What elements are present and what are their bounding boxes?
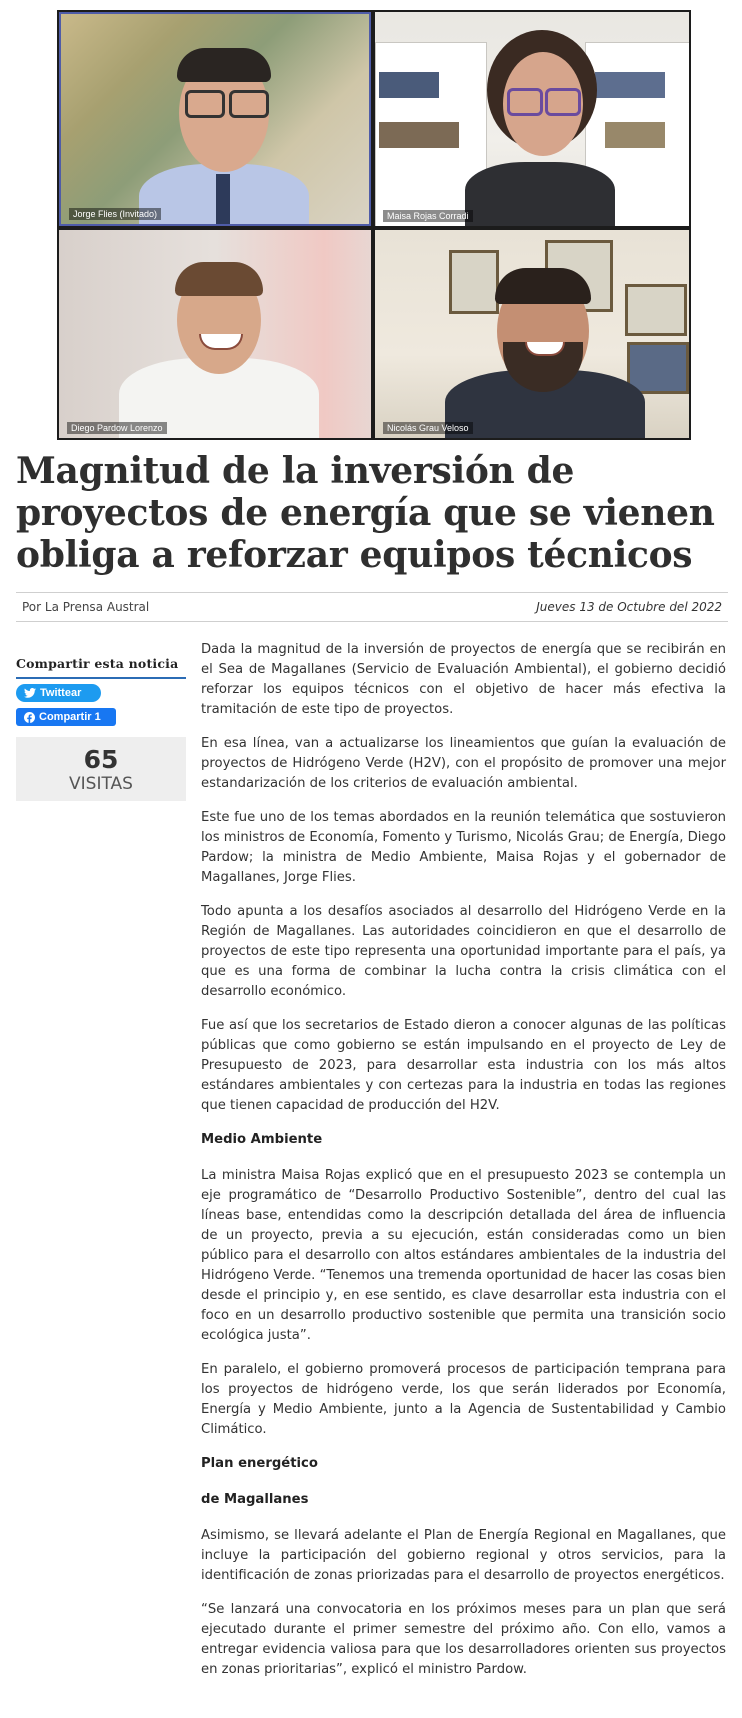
visits-counter [16, 737, 186, 801]
visits-label: VISITAS [69, 774, 133, 794]
video-caption: Diego Pardow Lorenzo [67, 422, 167, 434]
books [605, 122, 665, 148]
share-title: Compartir esta noticia [16, 656, 186, 679]
article-headline: Magnitud de la inversión de proyectos de energía que se vienen obliga a reforzar equipos técnicos [16, 450, 715, 576]
glasses [185, 90, 225, 118]
video-caption: Jorge Flies (Invitado) [69, 208, 161, 220]
twitter-bird-icon [24, 688, 36, 698]
facebook-share-button[interactable] [16, 708, 116, 726]
article-date: Jueves 13 de Octubre del 2022 [536, 600, 722, 614]
participant-body [465, 162, 615, 226]
article-paragraph: En paralelo, el gobierno promoverá procesos de participación temprana para los proyectos de hidrógeno verde, los que serán liderados por Economía, Energía y Medio Ambiente, junto a la Agencia de Sustentabilidad y Cambio Climático. [201, 1362, 726, 1437]
visits-count: 65 [83, 745, 119, 774]
article-paragraph: Dada la magnitud de la inversión de proyectos de energía que se recibirán en el Sea de Magallanes (Servicio de Evaluación Ambiental), el gobierno decidió reforzar los equipos técnicos con el objetivo de hacer más efectiva la tramitación de este tipo de proyectos. [201, 642, 726, 717]
participant-hair [175, 262, 263, 296]
article-paragraph: Fue así que los secretarios de Estado dieron a conocer algunas de las políticas públicas que como gobierno se están impulsando en el proyecto de Ley de Presupuesto de 2023, para desarrollar esta industria con los más altos estándares ambientales y con certezas para la industria en todas las regiones que tienen capacidad de producción del H2V. [201, 1018, 726, 1113]
article-paragraph: “Se lanzará una convocatoria en los próximos meses para un plan que será ejecutado durante el primer semestre del próximo año. Con ello, vamos a entregar evidencia valiosa para que los desarrolladores orienten sus proyectos en zonas prioritarias”, explicó el ministro Pardow. [201, 1602, 726, 1677]
article-subheading: de Magallanes [201, 1492, 309, 1507]
article-paragraph: La ministra Maisa Rojas explicó que en el presupuesto 2023 se contempla un eje programático de “Desarrollo Productivo Sostenible”, dentro del cual las líneas base, entendidas como la descripción detallada del área de influencia de un proyecto, previa a su ejecución, están consideradas como un bien público para el desarrollo con altos estándares ambientales de la industria del Hidrógeno Verde. “Tenemos una tremenda oportunidad de hacer las cosas bien desde el principio y, en ese sentido, es clave desarrollar esta industria con el foco en un desarrollo productivo sostenible que permita una transición socio ecológica justa”. [201, 1168, 726, 1343]
video-tile-diego-pardow [59, 230, 371, 438]
books [595, 72, 665, 98]
wall-frame [625, 284, 687, 336]
article-subheading: Medio Ambiente [201, 1132, 323, 1147]
article-author: Por La Prensa Austral [22, 600, 150, 614]
books [379, 122, 459, 148]
video-tile-nicolas-grau [375, 230, 689, 438]
article-paragraph: Este fue uno de los temas abordados en la reunión telemática que sostuvieron los ministros de Economía, Fomento y Turismo, Nicolás Grau; de Energía, Diego Pardow; la ministra de Medio Ambiente, Maisa Rojas y el gobernador de Magallanes, Jorge Flies. [201, 810, 726, 885]
glasses [545, 88, 581, 116]
article-paragraph: Todo apunta a los desafíos asociados al desarrollo del Hidrógeno Verde en la Región de Magallanes. Las autoridades coincidieron en que el desarrollo de proyectos de este tipo representa una oportunidad importante para el país, ya que es una forma de combinar la lucha contra la crisis climática con el desarrollo económico. [201, 904, 726, 999]
article-paragraph: Asimismo, se llevará adelante el Plan de Energía Regional en Magallanes, que incluye la participación del gobierno regional y otros servicios, para la identificación de zonas priorizadas para el desarrollo de proyectos energéticos. [201, 1528, 726, 1583]
byline [16, 592, 728, 622]
wall-frame [449, 250, 499, 314]
video-caption: Nicolás Grau Veloso [383, 422, 473, 434]
wall-frame [627, 342, 689, 394]
video-caption: Maisa Rojas Corradi [383, 210, 473, 222]
tie [216, 174, 230, 224]
facebook-f-icon [24, 712, 35, 723]
tweet-button-label: Twittear [40, 687, 82, 699]
facebook-share-label: Compartir 1 [39, 711, 101, 723]
video-tile-maisa-rojas [375, 12, 689, 226]
glasses [507, 88, 543, 116]
books [379, 72, 439, 98]
article-body [201, 640, 726, 1694]
participant-hair [177, 48, 271, 82]
article-paragraph: En esa línea, van a actualizarse los lineamientos que guían la evaluación de proyectos de Hidrógeno Verde (H2V), con el propósito de promover una mejor estandarización de los criterios de evaluación ambiental. [201, 736, 726, 791]
article-subheading: Plan energético [201, 1456, 318, 1471]
article-photo [57, 10, 691, 440]
tweet-button[interactable] [16, 684, 101, 702]
glasses [229, 90, 269, 118]
video-tile-jorge-flies [59, 12, 371, 226]
participant-hair [495, 268, 591, 304]
